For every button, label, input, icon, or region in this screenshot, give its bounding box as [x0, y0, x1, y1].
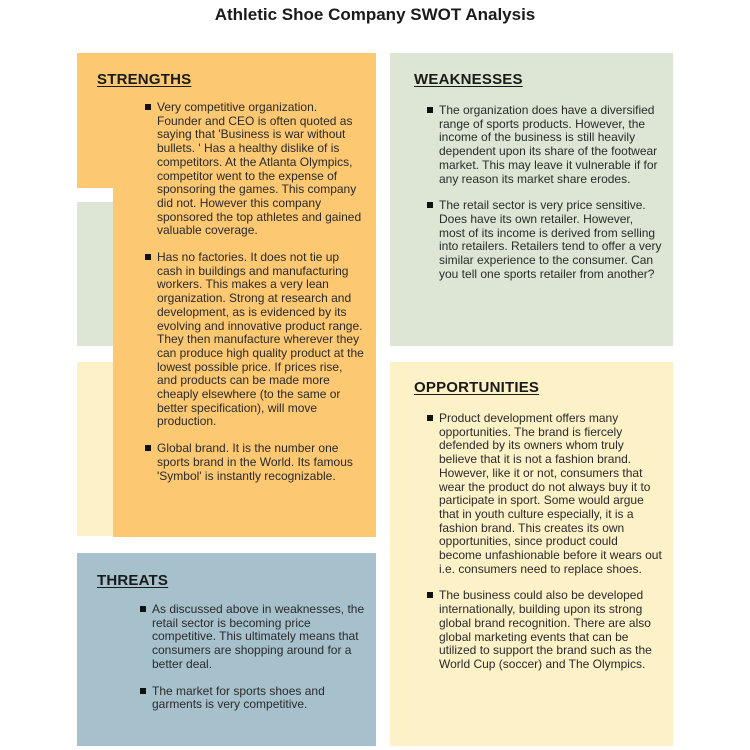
strengths-heading: STRENGTHS [97, 71, 192, 88]
opportunities-panel [390, 362, 673, 746]
threats-item: As discussed above in weaknesses, the retail sector is becoming price competitive. This ultimately means that consumers are shopping around for a better deal. [140, 603, 365, 672]
opportunities-item: Product development offers many opportunities. The brand is fiercely defended by its owners whom truly believe that it is not a fashion brand. However, like it or not, consumers that wear the product do not always buy it to participate in sport. Some would argue that in youth culture especially, it is a fashion brand. This creates its own opportunities, since product could become unfashionable before it wears out i.e. consumers need to replace shoes. [427, 412, 663, 576]
strengths-item: Global brand. It is the number one sports brand in the World. Its famous 'Symbol' is instantly recognizable. [145, 442, 365, 483]
weaknesses-list [427, 104, 662, 294]
opportunities-heading: OPPORTUNITIES [414, 379, 540, 396]
weaknesses-panel [390, 53, 673, 346]
weaknesses-item: The retail sector is very price sensitive. Does have its own retailer. However, most of its income is derived from selling into retailers. Retailers tend to offer a very similar experience to the consumer. Can you tell one sports retailer from another? [427, 199, 662, 281]
strengths-item: Very competitive organization. Founder and CEO is often quoted as saying that 'Business is war without bullets. ' Has a healthy dislike of is competitors. At the Atlanta Olympics, competitor went to the expense of sponsoring the games. This company did not. However this company sponsored the top athletes and gained valuable coverage. [145, 101, 365, 238]
weaknesses-heading: WEAKNESSES [414, 71, 523, 88]
threats-list [140, 603, 365, 725]
threats-heading: THREATS [97, 572, 169, 589]
opportunities-list [427, 412, 663, 685]
strengths-panel [77, 53, 376, 537]
strengths-list [145, 101, 365, 496]
weaknesses-item: The organization does have a diversified range of sports products. However, the income of the business is still heavily dependent upon its share of the footwear market. This may leave it vulnerable if for any reason its market share erodes. [427, 104, 662, 186]
threats-item: The market for sports shoes and garments is very competitive. [140, 685, 365, 712]
threats-panel [77, 553, 376, 746]
opportunities-item: The business could also be developed internationally, building upon its strong global brand recognition. There are also global marketing events that can be utilized to support the brand such as the World Cup (soccer) and The Olympics. [427, 589, 663, 671]
diagram-title: Athletic Shoe Company SWOT Analysis [214, 5, 536, 24]
strengths-item: Has no factories. It does not tie up cash in buildings and manufacturing workers. This makes a very lean organization. Strong at research and development, as is evidenced by its evolving and innovative product range. They then manufacture wherever they can produce high quality product at the lowest possible price. If prices rise, and products can be made more cheaply elsewhere (to the same or better specification), will move production. [145, 251, 365, 429]
